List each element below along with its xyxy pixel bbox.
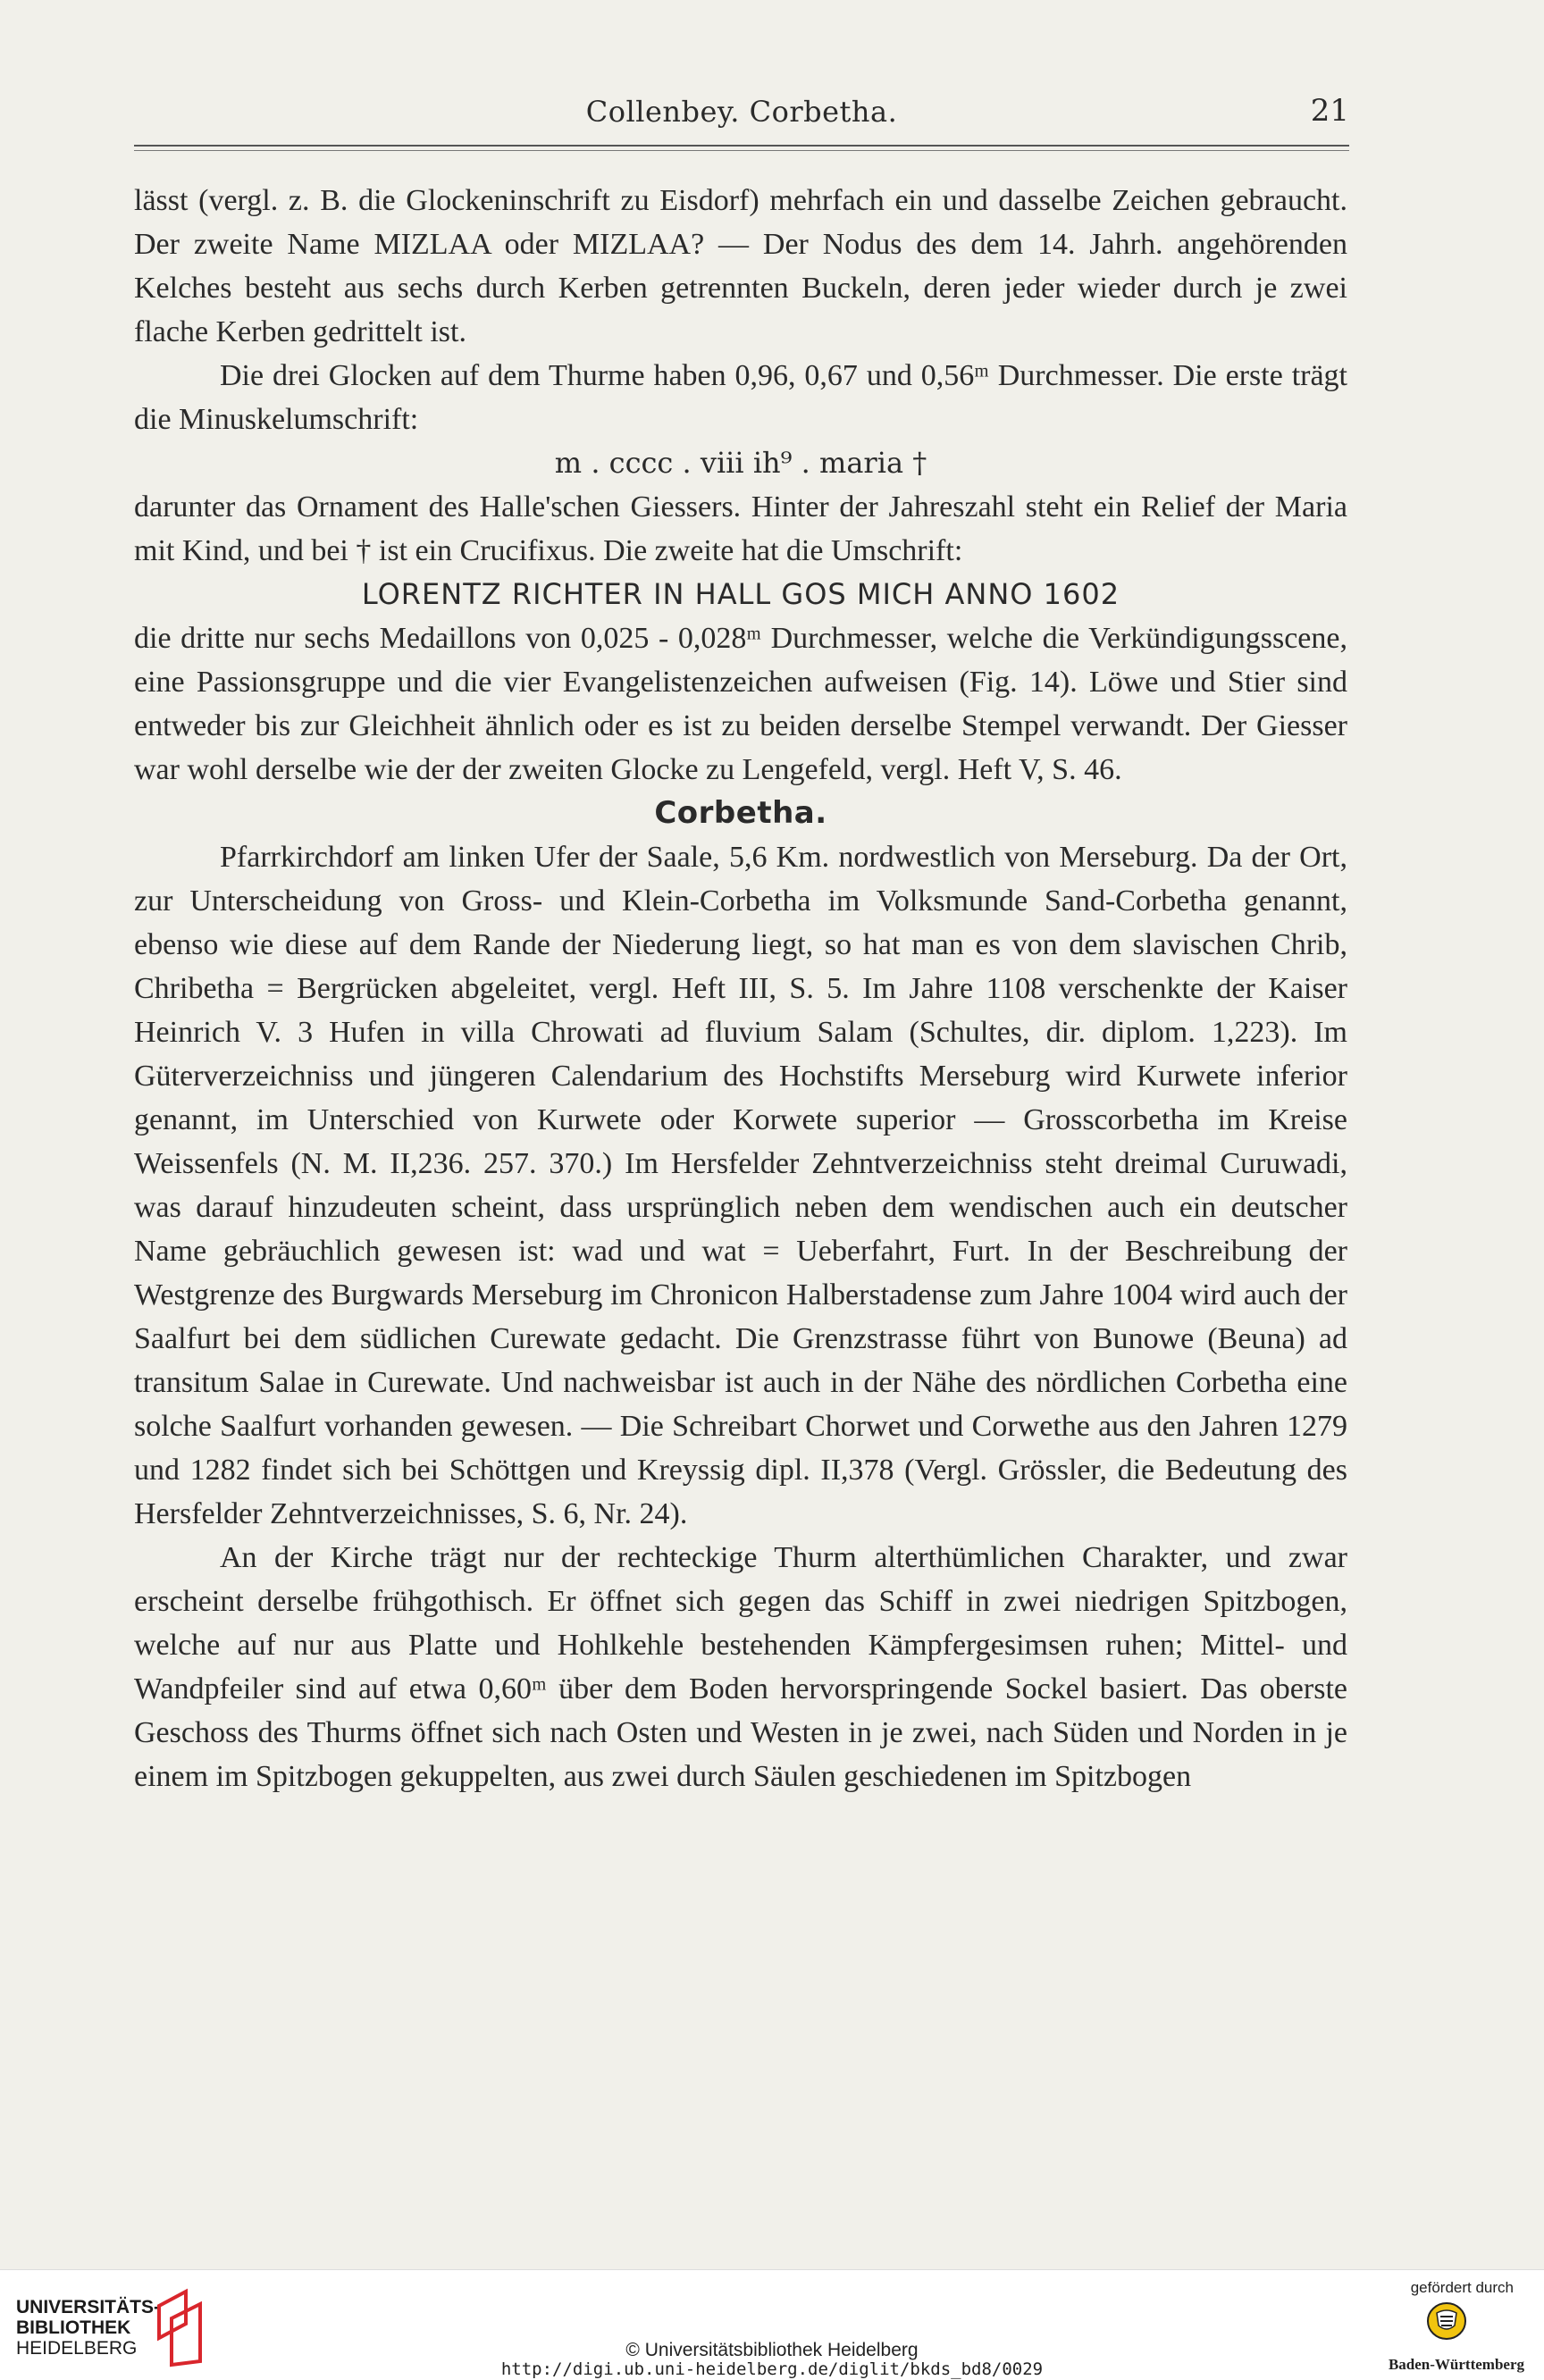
section-heading: Corbetha.	[654, 795, 827, 831]
paragraph-1: lässt (vergl. z. B. die Glockeninschrift zu Eisdorf) mehrfach ein und dasselbe Zeichen gebraucht. Der zweite Name MIZLAA oder MIZLAA? — Der Nodus des dem 14. Jahrh. angehörenden Kelches besteht aus sechs durch Kerben getrennten Buckeln, deren jeder wieder durch je zwei flache Kerben gedrittelt ist.	[134, 184, 1347, 348]
inscription-bell-2: LORENTZ RICHTER IN HALL GOS MICH ANNO 1602	[361, 577, 1120, 611]
paragraph-6: An der Kirche trägt nur der rechteckige Thurm alterthümlichen Charakter, und zwar erscheint derselbe frühgothisch. Er öffnet sich gegen das Schiff in zwei niedrigen Spitzbogen, welche auf nur aus Platte und Hohlkehle bestehenden Kämpfergesimsen ruhen; Mittel- und Wandpfeiler sind auf etwa 0,60ᵐ über dem Boden hervorspringende Sockel basiert. Das oberste Geschoss des Thurms öffnet sich nach Osten und Westen in je zwei, nach Süden und Norden in je einem im Spitzbogen gekuppelten, aus zwei durch Säulen geschiedenen im Spitzbogen	[134, 1541, 1347, 1793]
running-header	[134, 89, 1349, 143]
header-title: Collenbey. Corbetha.	[585, 95, 898, 129]
library-name-line3: HEIDELBERG	[16, 2338, 138, 2359]
paragraph-3: darunter das Ornament des Halle'schen Giessers. Hinter der Jahreszahl steht ein Relief der Maria mit Kind, und bei † ist ein Crucifixus. Die zweite hat die Umschrift:	[134, 490, 1347, 567]
header-rule-thin	[134, 150, 1349, 151]
paragraph-2: Die drei Glocken auf dem Thurme haben 0,96, 0,67 und 0,56ᵐ Durchmesser. Die erste trägt die Minuskelumschrift:	[134, 359, 1347, 436]
page-number: 21	[1310, 93, 1349, 129]
paragraph-4: die dritte nur sechs Medaillons von 0,025 - 0,028ᵐ Durchmesser, welche die Verkündigungsscene, eine Passionsgruppe und die vier Evangelistenzeichen aufweisen (Fig. 14). Löwe und Stier sind entweder bis zur Gleichheit ähnlich oder es ist zu beiden derselbe Stempel verwandt. Der Giesser war wohl derselbe wie der der zweiten Glocke zu Lengefeld, vergl. Heft V, S. 46.	[134, 622, 1347, 786]
copyright-text: © Universitätsbibliothek Heidelberg	[625, 2340, 919, 2360]
funder-name: Baden-Württemberg	[1388, 2356, 1524, 2373]
source-url[interactable]: http://digi.ub.uni-heidelberg.de/diglit/bkds_bd8/0029	[500, 2359, 1044, 2379]
body-text	[134, 179, 1347, 1798]
footer-bar	[0, 2269, 1544, 2380]
library-name-line2: BIBLIOTHEK	[16, 2317, 131, 2338]
paragraph-5: Pfarrkirchdorf am linken Ufer der Saale, 5,6 Km. nordwestlich von Merseburg. Da der Ort, zur Unterscheidung von Gross- und Klein-Corbetha im Volksmunde Sand-Corbetha genannt, ebenso wie diese auf dem Rande der Niederung liegt, so hat man es von dem slavischen Chrib, Chribetha = Bergrücken abgeleitet, vergl. Heft III, S. 5. Im Jahre 1108 verschenkte der Kaiser Heinrich V. 3 Hufen in villa Chrowati ad fluvium Salam (Schultes, dir. diplom. 1,223). Im Güterverzeichniss und jüngeren Calendarium des Hochstifts Merseburg wird Kurwete inferior genannt, im Unterschied von Kurwete oder Korwete superior — Grosscorbetha im Kreise Weissenfels (N. M. II,236. 257. 370.) Im Hersfelder Zehntverzeichniss steht dreimal Curuwadi, was darauf hinzudeuten scheint, dass ursprünglich neben dem wendischen auch ein deutscher Name gebräuchlich gewesen ist: wad und wat = Ueberfahrt, Furt. In der Beschreibung der Westgrenze des Burgwards Merseburg im Chronicon Halberstadense zum Jahre 1004 wird auch der Saalfurt bei dem südlichen Curewate gedacht. Die Grenzstrasse führt von Bunowe (Beuna) ad transitum Salae in Curewate. Und nachweisbar ist auch in der Nähe des nördlichen Corbetha eine solche Saalfurt vorhanden gewesen. — Die Schreibart Chorwet und Corwethe aus den Jahren 1279 und 1282 findet sich bei Schöttgen und Kreyssig dipl. II,378 (Vergl. Grössler, die Bedeutung des Hersfelder Zehntverzeichnisses, S. 6, Nr. 24).	[134, 841, 1347, 1530]
header-rule	[134, 145, 1349, 147]
inscription-bell-1: m . cccc . viii ih⁹ . maria †	[554, 446, 927, 480]
funded-by-label: gefördert durch	[1410, 2279, 1514, 2296]
library-name-line1: UNIVERSITÄTS-	[16, 2297, 161, 2317]
coat-of-arms-icon	[1426, 2300, 1467, 2342]
